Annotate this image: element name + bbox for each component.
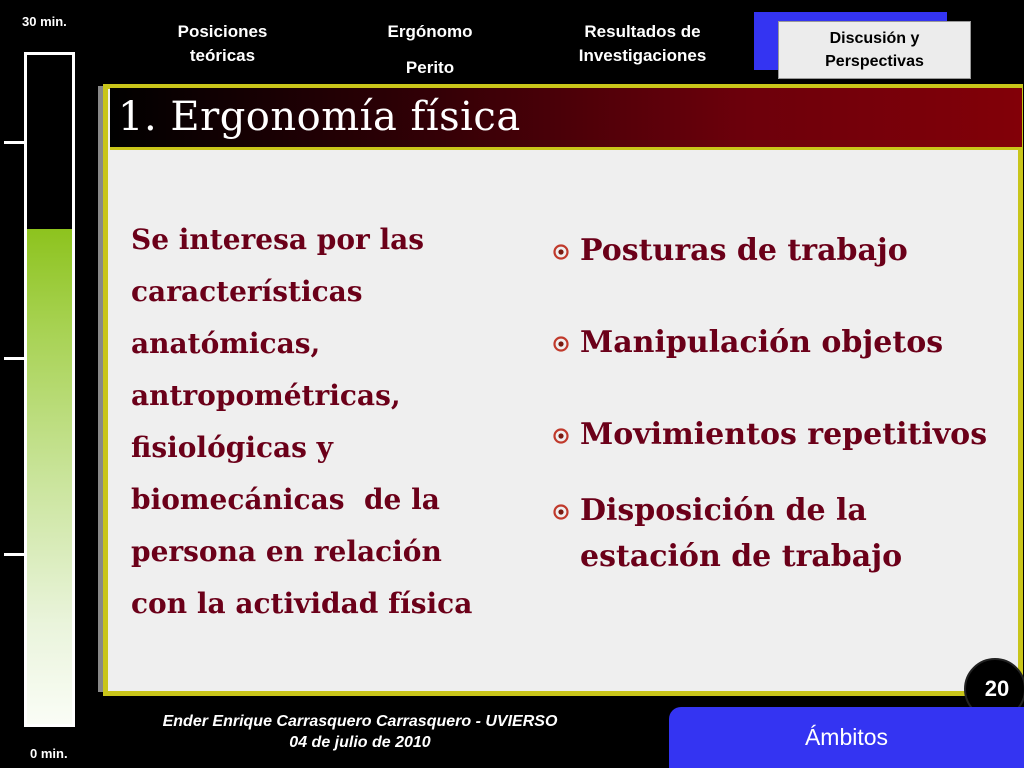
bullet-item: [553, 320, 1013, 366]
description-line: antropométricas,: [131, 379, 401, 412]
timer-tick: [4, 141, 24, 144]
timer-tick: [4, 357, 24, 360]
footer-author: Ender Enrique Carrasquero Carrasquero - UVIERSO: [162, 713, 558, 730]
spiral-bullet-icon: [553, 336, 569, 352]
bullet-list: [553, 228, 1013, 626]
slide-description: [131, 214, 531, 630]
ambitos-button-label: Ámbitos: [804, 724, 889, 750]
bullet-item: [553, 412, 1013, 458]
nav-posiciones-teoricas[interactable]: [150, 20, 295, 68]
timer-bar: [24, 52, 75, 727]
bullet-text: Manipulación objetos: [580, 325, 944, 360]
nav-discusion-perspectivas[interactable]: [778, 21, 971, 79]
description-line: anatómicas,: [131, 327, 321, 360]
ambitos-button[interactable]: [669, 707, 1024, 768]
nav-label-line: Investigaciones: [578, 46, 707, 65]
spiral-bullet-icon: [553, 504, 569, 520]
spiral-bullet-icon: [553, 244, 569, 260]
nav-label-line: Ergónomo: [387, 22, 473, 41]
page-number: 20: [984, 676, 1010, 701]
description-line: Se interesa por las: [131, 223, 425, 256]
nav-label-line: Posiciones: [177, 22, 268, 41]
bullet-item: [553, 228, 1013, 274]
bullet-item: [553, 488, 1013, 580]
title-divider: [110, 147, 1022, 150]
nav-resultados-investigaciones[interactable]: [555, 20, 730, 68]
timer-min-label: 0 min.: [30, 746, 68, 761]
description-line: persona en relación: [131, 535, 442, 568]
nav-label-line: Discusión y: [829, 30, 920, 47]
footer-credits: [140, 711, 580, 753]
nav-label-line: Resultados de: [584, 22, 701, 41]
nav-label-line: Perspectivas: [825, 53, 924, 70]
bullet-text: Disposición de la estación de trabajo: [580, 493, 903, 574]
description-line: fisiológicas y: [131, 431, 333, 464]
footer-date: 04 de julio de 2010: [289, 734, 431, 751]
description-line: características: [131, 275, 363, 308]
nav-label-line: teóricas: [189, 46, 256, 65]
description-line: con la actividad física: [131, 587, 473, 620]
nav-label-line: Perito: [405, 58, 455, 77]
timer-bar-fill: [27, 229, 72, 724]
bullet-text: Movimientos repetitivos: [580, 417, 988, 452]
slide-title: 1. Ergonomía física: [118, 94, 521, 140]
timer-max-label: 30 min.: [22, 14, 67, 29]
bullet-text: Posturas de trabajo: [580, 233, 908, 268]
spiral-bullet-icon: [553, 428, 569, 444]
nav-ergonomo-perito[interactable]: [360, 20, 500, 80]
description-line: biomecánicas de la: [131, 483, 440, 516]
timer-tick: [4, 553, 24, 556]
